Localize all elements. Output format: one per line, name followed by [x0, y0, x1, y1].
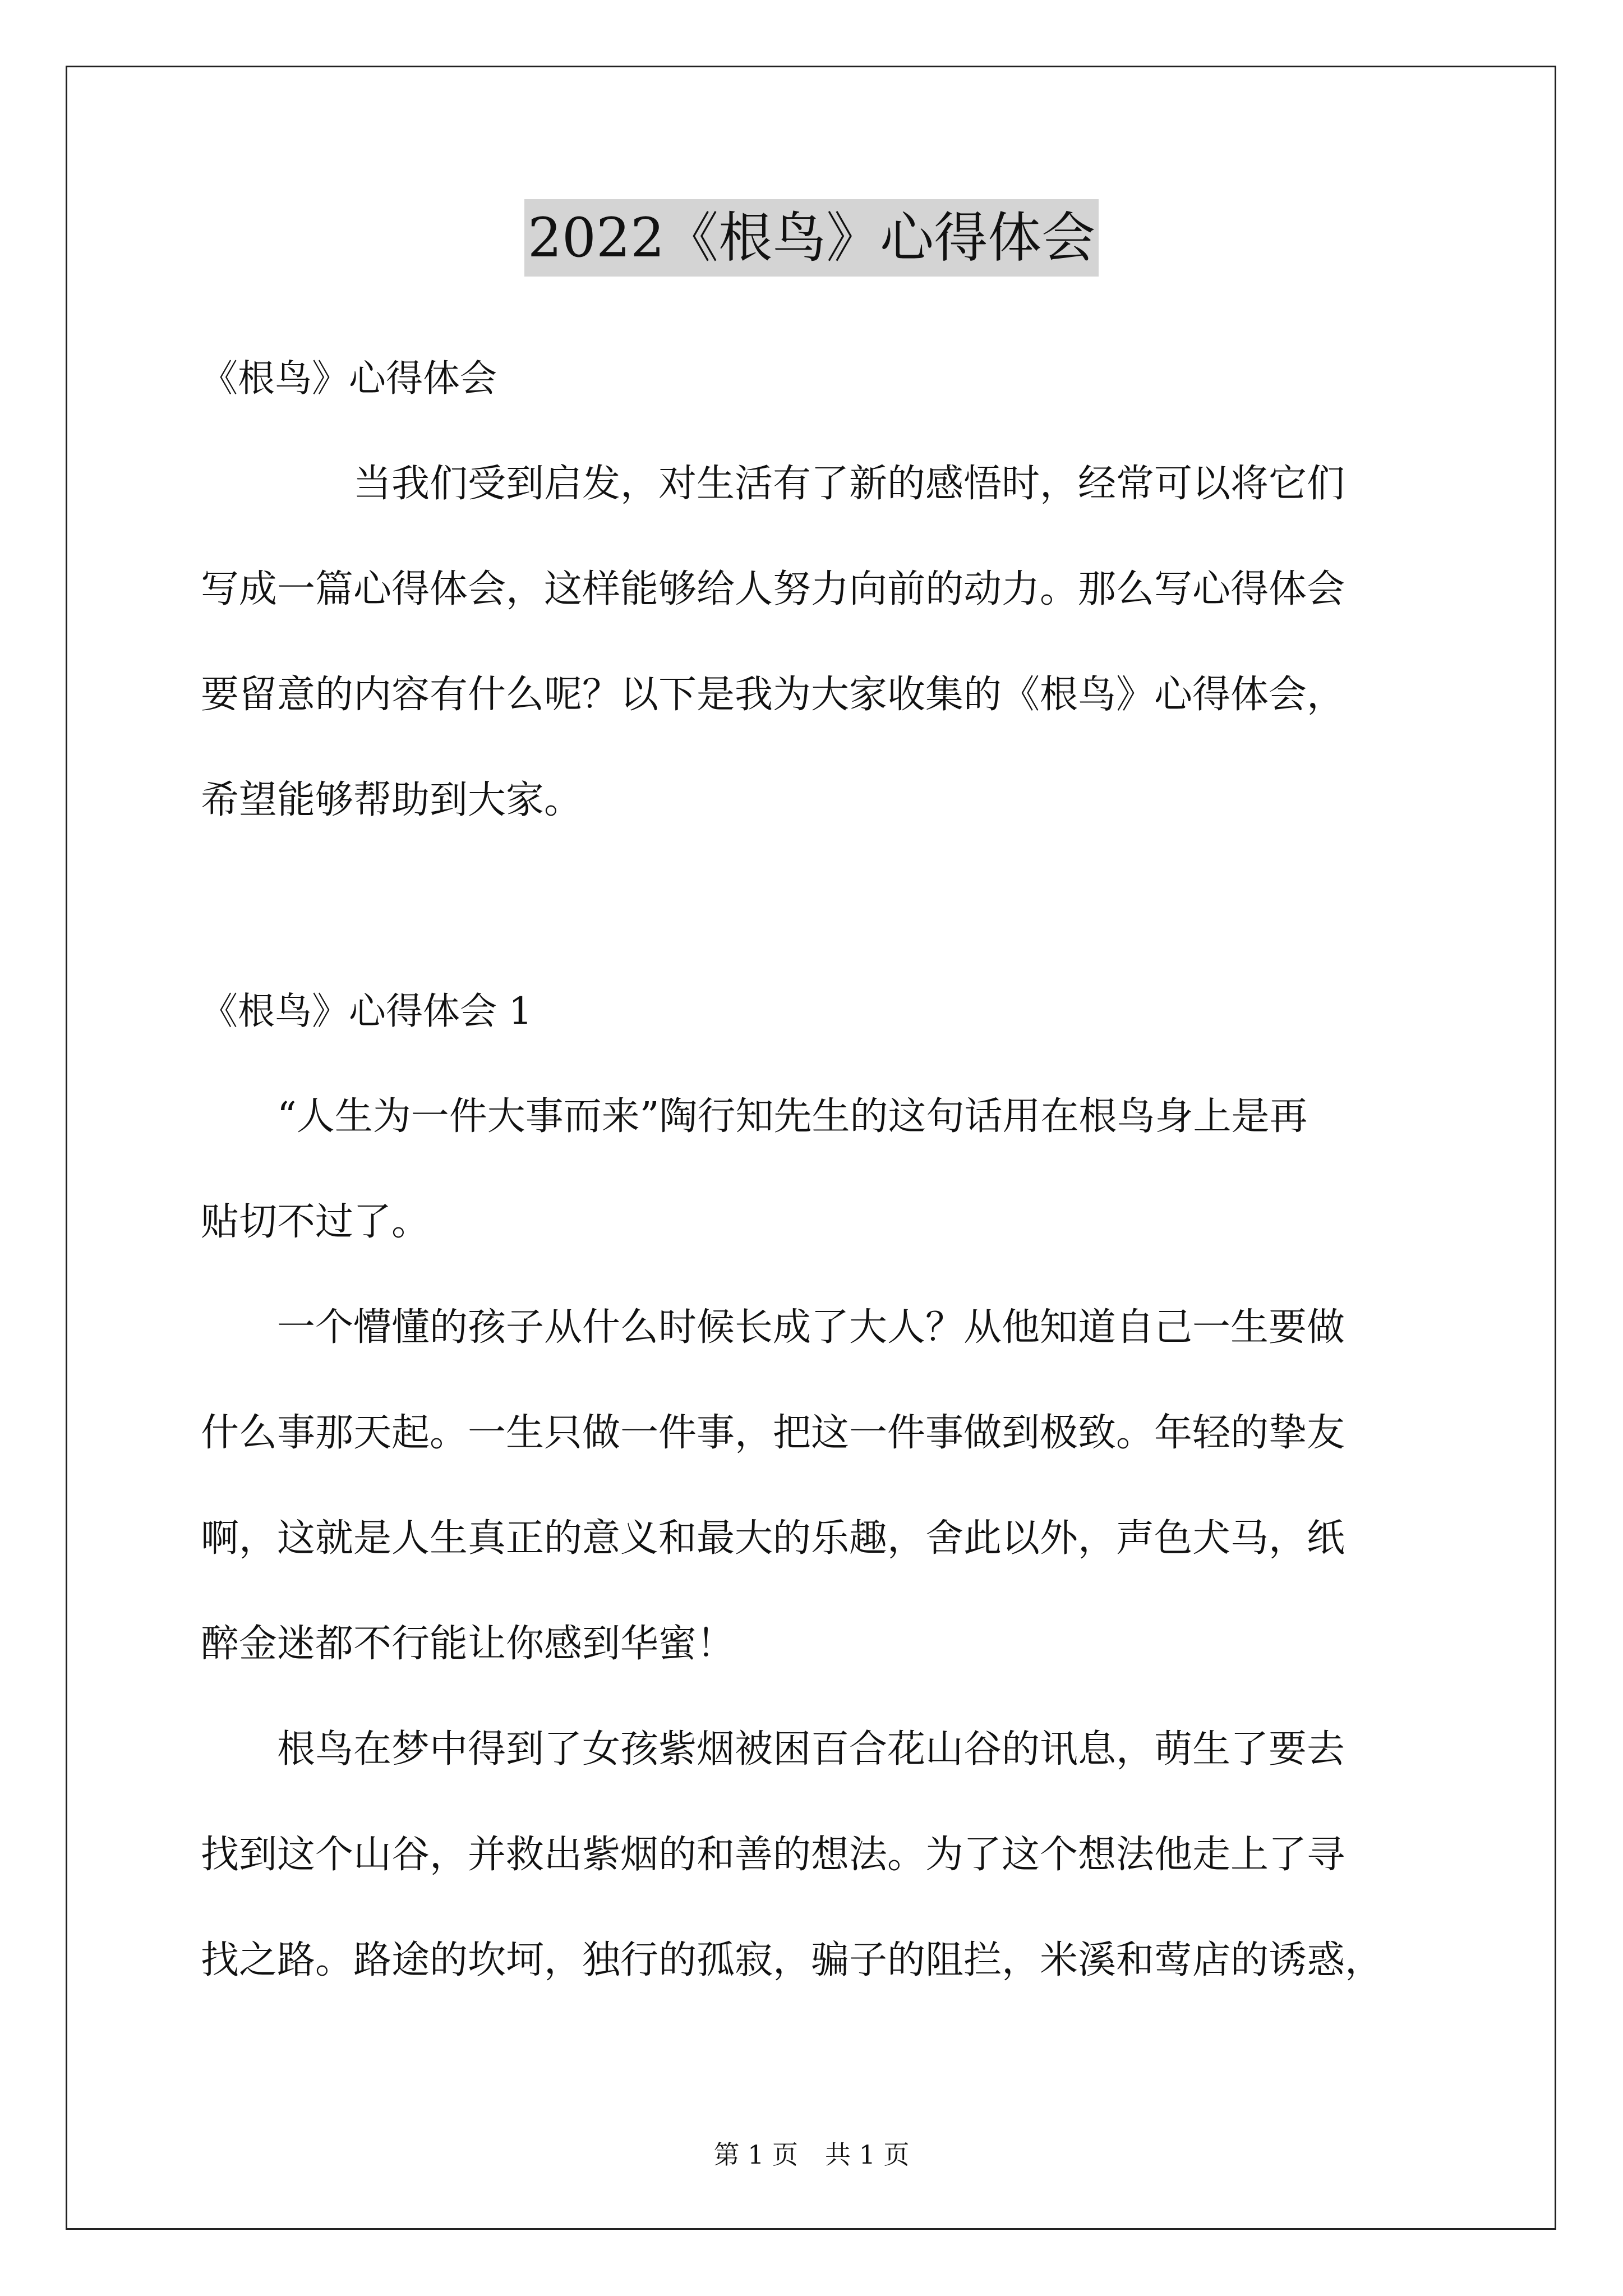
intro-line: 写成一篇心得体会，这样能够给人努力向前的动力。那么写心得体会: [201, 567, 1345, 611]
section-heading: 《根鸟》心得体会 1: [201, 990, 532, 1033]
title-container: [0, 199, 1623, 277]
document-subtitle: 《根鸟》心得体会: [201, 357, 497, 400]
intro-line: 当我们受到启发，对生活有了新的感悟时，经常可以将它们: [201, 462, 1345, 506]
page-footer: [0, 2134, 1623, 2171]
page-number: 第 1 页: [713, 2139, 798, 2170]
paragraph-line: 啊，这就是人生真正的意义和最大的乐趣，舍此以外，声色犬马，纸: [201, 1516, 1345, 1561]
document-title: 2022《根鸟》心得体会: [524, 199, 1099, 277]
paragraph-line: 贴切不过了。: [201, 1200, 430, 1244]
blank-line: [201, 869, 1429, 975]
document-body: [201, 342, 1429, 2030]
paragraph-line: 找到这个山谷，并救出紫烟的和善的想法。为了这个想法他走上了寻: [201, 1833, 1345, 1877]
paragraph-line: 醉金迷都不行能让你感到华蜜！: [201, 1622, 735, 1666]
paragraph-line: 什么事那天起。一生只做一件事，把这一件事做到极致。年轻的挚友: [201, 1411, 1345, 1455]
intro-line: 要留意的内容有什么呢？以下是我为大家收集的《根鸟》心得体会，: [201, 673, 1345, 717]
paragraph-line: 根鸟在梦中得到了女孩紫烟被困百合花山谷的讯息，萌生了要去: [201, 1727, 1345, 1772]
paragraph-2: [201, 1291, 1429, 1713]
paragraph-1: [201, 1080, 1429, 1291]
intro-paragraph: [201, 448, 1429, 869]
paragraph-line: “人生为一件大事而来”陶行知先生的这句话用在根鸟身上是再: [201, 1094, 1308, 1139]
paragraph-3: [201, 1713, 1429, 2030]
paragraph-line: 一个懵懂的孩子从什么时候长成了大人？从他知道自己一生要做: [201, 1305, 1345, 1350]
intro-line: 希望能够帮助到大家。: [201, 778, 583, 822]
paragraph-line: 找之路。路途的坎坷，独行的孤寂，骗子的阻拦，米溪和莺店的诱惑，: [201, 1938, 1384, 1982]
page-total: 共 1 页: [825, 2139, 910, 2170]
